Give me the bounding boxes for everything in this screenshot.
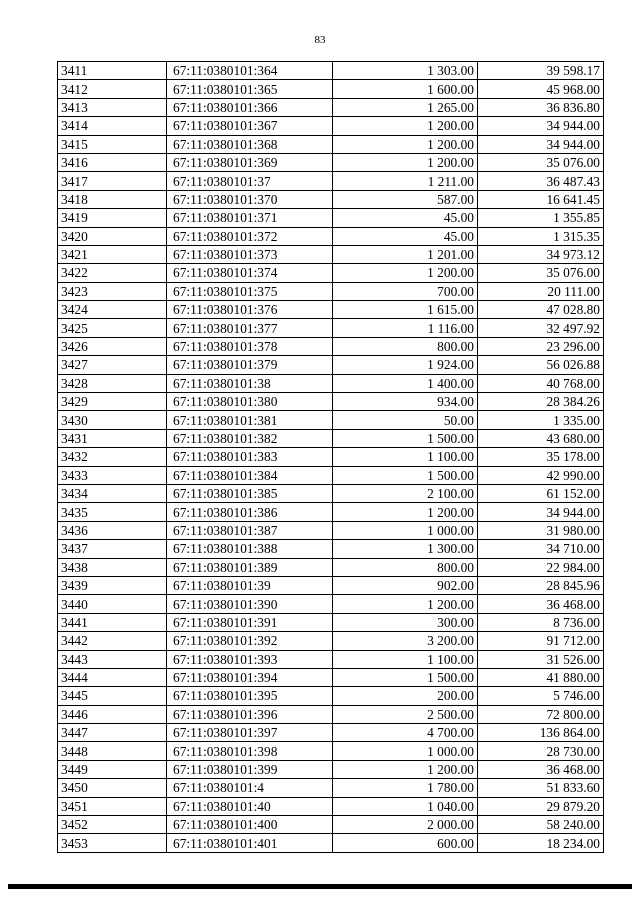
table-row [58,227,604,245]
table-row [58,374,604,392]
table-row [58,558,604,576]
area-cell: 1 200.00 [333,153,478,171]
cadastral-number-cell: 67:11:0380101:392 [167,632,333,650]
row-number-cell: 3452 [58,816,167,834]
value-cell: 34 973.12 [478,245,604,263]
cadastral-number-cell: 67:11:0380101:369 [167,153,333,171]
value-cell: 45 968.00 [478,80,604,98]
area-cell: 2 000.00 [333,816,478,834]
row-number-cell: 3422 [58,264,167,282]
area-cell: 1 200.00 [333,503,478,521]
table-row [58,62,604,80]
table-row [58,668,604,686]
table-row [58,521,604,539]
area-cell: 1 100.00 [333,650,478,668]
row-number-cell: 3412 [58,80,167,98]
cadastral-number-cell: 67:11:0380101:396 [167,705,333,723]
table-row [58,466,604,484]
value-cell: 39 598.17 [478,62,604,80]
table-row [58,595,604,613]
row-number-cell: 3434 [58,484,167,502]
row-number-cell: 3442 [58,632,167,650]
cadastral-number-cell: 67:11:0380101:390 [167,595,333,613]
area-cell: 1 200.00 [333,760,478,778]
value-cell: 5 746.00 [478,687,604,705]
cadastral-number-cell: 67:11:0380101:370 [167,190,333,208]
value-cell: 20 111.00 [478,282,604,300]
area-cell: 1 000.00 [333,742,478,760]
cadastral-number-cell: 67:11:0380101:379 [167,356,333,374]
cadastral-number-cell: 67:11:0380101:40 [167,797,333,815]
area-cell: 1 200.00 [333,117,478,135]
row-number-cell: 3443 [58,650,167,668]
value-cell: 31 980.00 [478,521,604,539]
table-row [58,724,604,742]
table-row [58,576,604,594]
row-number-cell: 3417 [58,172,167,190]
cadastral-number-cell: 67:11:0380101:386 [167,503,333,521]
row-number-cell: 3427 [58,356,167,374]
table-row [58,190,604,208]
cadastral-number-cell: 67:11:0380101:395 [167,687,333,705]
row-number-cell: 3433 [58,466,167,484]
cadastral-number-cell: 67:11:0380101:38 [167,374,333,392]
area-cell: 800.00 [333,558,478,576]
row-number-cell: 3450 [58,779,167,797]
area-cell: 1 211.00 [333,172,478,190]
cadastral-number-cell: 67:11:0380101:387 [167,521,333,539]
cadastral-number-cell: 67:11:0380101:398 [167,742,333,760]
row-number-cell: 3425 [58,319,167,337]
row-number-cell: 3447 [58,724,167,742]
row-number-cell: 3435 [58,503,167,521]
area-cell: 45.00 [333,209,478,227]
area-cell: 600.00 [333,834,478,852]
row-number-cell: 3416 [58,153,167,171]
row-number-cell: 3419 [58,209,167,227]
value-cell: 58 240.00 [478,816,604,834]
cadastral-number-cell: 67:11:0380101:365 [167,80,333,98]
row-number-cell: 3428 [58,374,167,392]
area-cell: 587.00 [333,190,478,208]
row-number-cell: 3453 [58,834,167,852]
cadastral-number-cell: 67:11:0380101:391 [167,613,333,631]
value-cell: 136 864.00 [478,724,604,742]
table-row [58,80,604,98]
cadastral-number-cell: 67:11:0380101:385 [167,484,333,502]
cadastral-number-cell: 67:11:0380101:384 [167,466,333,484]
value-cell: 42 990.00 [478,466,604,484]
page-number: 83 [314,34,326,46]
value-cell: 8 736.00 [478,613,604,631]
value-cell: 43 680.00 [478,429,604,447]
row-number-cell: 3438 [58,558,167,576]
row-number-cell: 3444 [58,668,167,686]
value-cell: 91 712.00 [478,632,604,650]
data-table [57,61,604,853]
table-row [58,779,604,797]
table-row [58,264,604,282]
row-number-cell: 3448 [58,742,167,760]
area-cell: 1 500.00 [333,466,478,484]
area-cell: 1 400.00 [333,374,478,392]
value-cell: 16 641.45 [478,190,604,208]
table-row [58,282,604,300]
cadastral-number-cell: 67:11:0380101:368 [167,135,333,153]
value-cell: 28 730.00 [478,742,604,760]
cadastral-number-cell: 67:11:0380101:376 [167,301,333,319]
value-cell: 34 710.00 [478,540,604,558]
row-number-cell: 3449 [58,760,167,778]
value-cell: 28 384.26 [478,393,604,411]
cadastral-number-cell: 67:11:0380101:383 [167,448,333,466]
table-row [58,484,604,502]
row-number-cell: 3426 [58,337,167,355]
value-cell: 23 296.00 [478,337,604,355]
value-cell: 35 178.00 [478,448,604,466]
table-row [58,540,604,558]
cadastral-number-cell: 67:11:0380101:401 [167,834,333,852]
table-row [58,209,604,227]
value-cell: 28 845.96 [478,576,604,594]
area-cell: 1 040.00 [333,797,478,815]
cadastral-number-cell: 67:11:0380101:389 [167,558,333,576]
cadastral-number-cell: 67:11:0380101:377 [167,319,333,337]
area-cell: 200.00 [333,687,478,705]
value-cell: 51 833.60 [478,779,604,797]
value-cell: 56 026.88 [478,356,604,374]
cadastral-number-cell: 67:11:0380101:371 [167,209,333,227]
area-cell: 1 100.00 [333,448,478,466]
table-row [58,319,604,337]
table-row [58,613,604,631]
value-cell: 18 234.00 [478,834,604,852]
area-cell: 800.00 [333,337,478,355]
row-number-cell: 3429 [58,393,167,411]
area-cell: 1 201.00 [333,245,478,263]
area-cell: 45.00 [333,227,478,245]
cadastral-number-cell: 67:11:0380101:4 [167,779,333,797]
row-number-cell: 3437 [58,540,167,558]
value-cell: 34 944.00 [478,117,604,135]
area-cell: 1 615.00 [333,301,478,319]
area-cell: 1 780.00 [333,779,478,797]
cadastral-number-cell: 67:11:0380101:378 [167,337,333,355]
cadastral-number-cell: 67:11:0380101:397 [167,724,333,742]
row-number-cell: 3420 [58,227,167,245]
cadastral-number-cell: 67:11:0380101:394 [167,668,333,686]
area-cell: 1 000.00 [333,521,478,539]
value-cell: 34 944.00 [478,135,604,153]
row-number-cell: 3439 [58,576,167,594]
row-number-cell: 3445 [58,687,167,705]
cadastral-number-cell: 67:11:0380101:381 [167,411,333,429]
cadastral-number-cell: 67:11:0380101:388 [167,540,333,558]
table-row [58,117,604,135]
value-cell: 41 880.00 [478,668,604,686]
row-number-cell: 3424 [58,301,167,319]
area-cell: 934.00 [333,393,478,411]
table-row [58,135,604,153]
cadastral-number-cell: 67:11:0380101:366 [167,98,333,116]
value-cell: 47 028.80 [478,301,604,319]
row-number-cell: 3441 [58,613,167,631]
table-row [58,650,604,668]
row-number-cell: 3414 [58,117,167,135]
value-cell: 34 944.00 [478,503,604,521]
cadastral-number-cell: 67:11:0380101:393 [167,650,333,668]
table-row [58,98,604,116]
area-cell: 1 303.00 [333,62,478,80]
table-row [58,448,604,466]
area-cell: 1 116.00 [333,319,478,337]
value-cell: 72 800.00 [478,705,604,723]
area-cell: 1 200.00 [333,135,478,153]
cadastral-number-cell: 67:11:0380101:374 [167,264,333,282]
table-row [58,816,604,834]
row-number-cell: 3430 [58,411,167,429]
value-cell: 36 487.43 [478,172,604,190]
table-row [58,411,604,429]
table-row [58,705,604,723]
value-cell: 35 076.00 [478,153,604,171]
value-cell: 40 768.00 [478,374,604,392]
table-row [58,760,604,778]
value-cell: 36 836.80 [478,98,604,116]
row-number-cell: 3446 [58,705,167,723]
area-cell: 1 200.00 [333,595,478,613]
row-number-cell: 3411 [58,62,167,80]
row-number-cell: 3423 [58,282,167,300]
cadastral-number-cell: 67:11:0380101:399 [167,760,333,778]
row-number-cell: 3451 [58,797,167,815]
cadastral-number-cell: 67:11:0380101:37 [167,172,333,190]
row-number-cell: 3440 [58,595,167,613]
table-row [58,687,604,705]
area-cell: 1 924.00 [333,356,478,374]
cadastral-number-cell: 67:11:0380101:367 [167,117,333,135]
table-row [58,153,604,171]
cadastral-number-cell: 67:11:0380101:39 [167,576,333,594]
row-number-cell: 3415 [58,135,167,153]
table-row [58,429,604,447]
area-cell: 3 200.00 [333,632,478,650]
area-cell: 1 500.00 [333,668,478,686]
area-cell: 4 700.00 [333,724,478,742]
table-row [58,337,604,355]
bottom-rule [8,884,632,889]
area-cell: 2 100.00 [333,484,478,502]
row-number-cell: 3421 [58,245,167,263]
value-cell: 61 152.00 [478,484,604,502]
value-cell: 1 335.00 [478,411,604,429]
value-cell: 1 315.35 [478,227,604,245]
value-cell: 1 355.85 [478,209,604,227]
area-cell: 1 200.00 [333,264,478,282]
table-row [58,172,604,190]
value-cell: 32 497.92 [478,319,604,337]
area-cell: 300.00 [333,613,478,631]
area-cell: 1 500.00 [333,429,478,447]
value-cell: 31 526.00 [478,650,604,668]
table-row [58,797,604,815]
row-number-cell: 3418 [58,190,167,208]
cadastral-number-cell: 67:11:0380101:372 [167,227,333,245]
table-row [58,301,604,319]
table-row [58,356,604,374]
area-cell: 2 500.00 [333,705,478,723]
table-row [58,393,604,411]
area-cell: 1 300.00 [333,540,478,558]
table-row [58,632,604,650]
cadastral-number-cell: 67:11:0380101:375 [167,282,333,300]
area-cell: 902.00 [333,576,478,594]
table-row [58,503,604,521]
row-number-cell: 3431 [58,429,167,447]
table-body [58,62,604,853]
cadastral-number-cell: 67:11:0380101:364 [167,62,333,80]
area-cell: 700.00 [333,282,478,300]
table-row [58,742,604,760]
value-cell: 22 984.00 [478,558,604,576]
table-row [58,245,604,263]
value-cell: 29 879.20 [478,797,604,815]
table-row [58,834,604,852]
value-cell: 36 468.00 [478,595,604,613]
area-cell: 1 600.00 [333,80,478,98]
cadastral-number-cell: 67:11:0380101:400 [167,816,333,834]
row-number-cell: 3436 [58,521,167,539]
cadastral-number-cell: 67:11:0380101:382 [167,429,333,447]
area-cell: 1 265.00 [333,98,478,116]
value-cell: 36 468.00 [478,760,604,778]
cadastral-number-cell: 67:11:0380101:373 [167,245,333,263]
value-cell: 35 076.00 [478,264,604,282]
row-number-cell: 3432 [58,448,167,466]
row-number-cell: 3413 [58,98,167,116]
area-cell: 50.00 [333,411,478,429]
cadastral-number-cell: 67:11:0380101:380 [167,393,333,411]
